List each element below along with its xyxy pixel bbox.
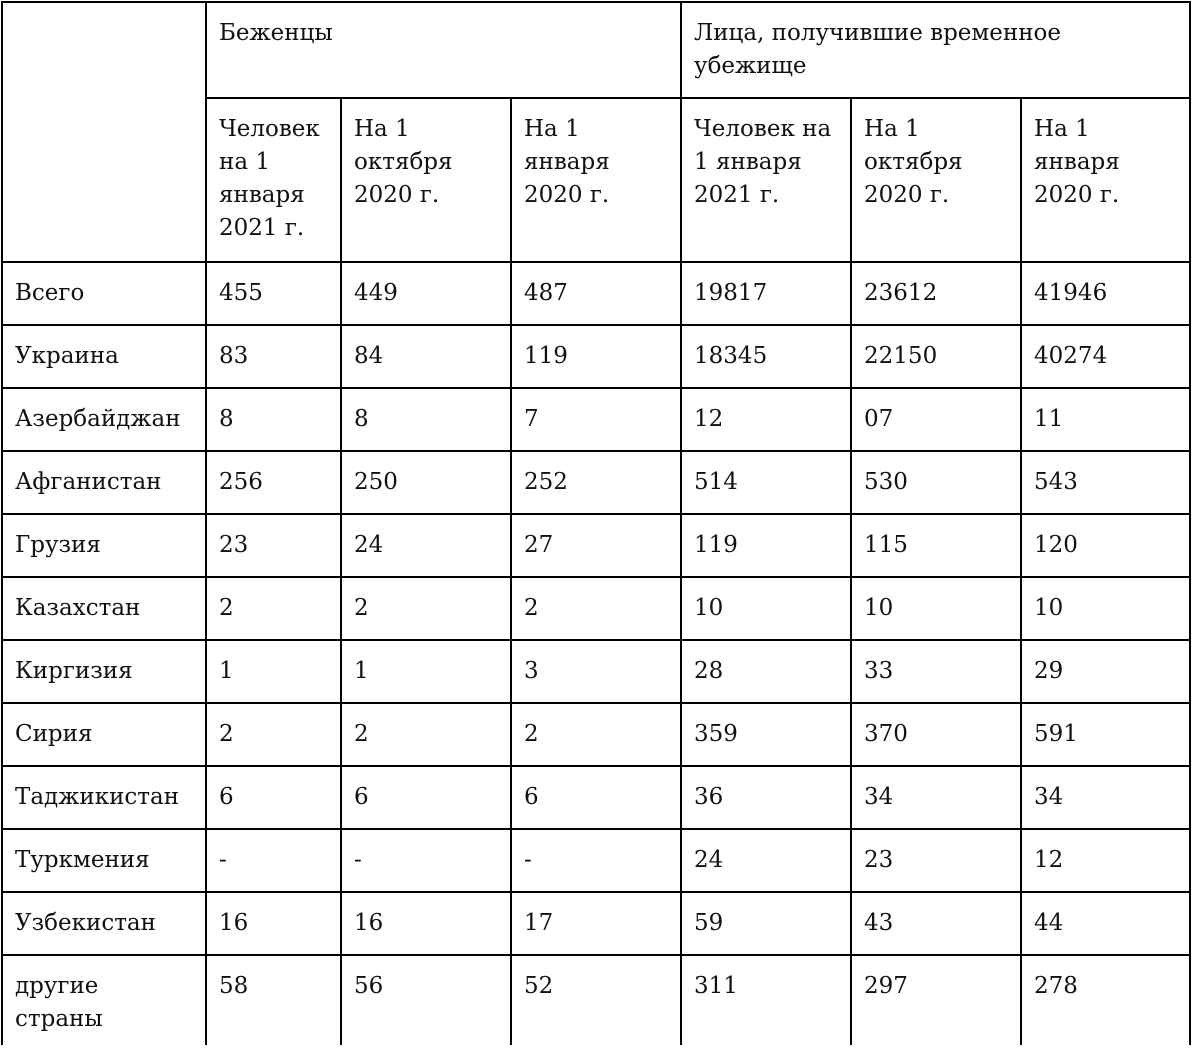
subheader-cell: На 1 октября 2020 г. [851, 98, 1021, 262]
table-cell: - [511, 829, 681, 892]
table-cell: 10 [681, 577, 851, 640]
table-cell: 8 [341, 388, 511, 451]
subheader-cell: На 1 января 2020 г. [1021, 98, 1190, 262]
table-cell: 487 [511, 262, 681, 325]
subheader-cell: Человек на 1 января 2021 г. [206, 98, 341, 262]
table-row [2, 829, 1190, 892]
table-cell: 44 [1021, 892, 1190, 955]
table-cell: 24 [341, 514, 511, 577]
table-cell: 59 [681, 892, 851, 955]
table-cell: 1 [341, 640, 511, 703]
table-row [2, 892, 1190, 955]
table-cell: 19817 [681, 262, 851, 325]
row-label: Узбекистан [2, 892, 206, 955]
table-cell: 23 [206, 514, 341, 577]
table-cell: 119 [681, 514, 851, 577]
table-cell: 29 [1021, 640, 1190, 703]
table-cell: 2 [206, 703, 341, 766]
table-cell: 33 [851, 640, 1021, 703]
table-cell: 12 [1021, 829, 1190, 892]
table-cell: 24 [681, 829, 851, 892]
table-cell: 256 [206, 451, 341, 514]
table-cell: 530 [851, 451, 1021, 514]
table-row [2, 766, 1190, 829]
table-cell: - [206, 829, 341, 892]
table-cell: 84 [341, 325, 511, 388]
table-cell: 278 [1021, 955, 1190, 1045]
refugee-data-table [1, 1, 1191, 1045]
table-cell: 10 [851, 577, 1021, 640]
table-cell: 250 [341, 451, 511, 514]
table-cell: 1 [206, 640, 341, 703]
table-cell: 2 [511, 577, 681, 640]
table-cell: 2 [341, 703, 511, 766]
table-cell: 16 [206, 892, 341, 955]
subheader-cell: Человек на 1 января 2021 г. [681, 98, 851, 262]
table-row [2, 451, 1190, 514]
table-cell: 311 [681, 955, 851, 1045]
table-cell: 36 [681, 766, 851, 829]
table-cell: 514 [681, 451, 851, 514]
row-label: Всего [2, 262, 206, 325]
table-cell: - [341, 829, 511, 892]
table-cell: 449 [341, 262, 511, 325]
group-header-temporary-asylum: Лица, получившие временное убежище [681, 2, 1190, 98]
table-cell: 2 [206, 577, 341, 640]
table-cell: 34 [851, 766, 1021, 829]
table-row [2, 325, 1190, 388]
row-label: Азербайджан [2, 388, 206, 451]
row-label: Таджикистан [2, 766, 206, 829]
table-cell: 6 [206, 766, 341, 829]
table-cell: 28 [681, 640, 851, 703]
table-cell: 119 [511, 325, 681, 388]
table-cell: 2 [341, 577, 511, 640]
group-header-refugees: Беженцы [206, 2, 681, 98]
row-label: Киргизия [2, 640, 206, 703]
row-label: Сирия [2, 703, 206, 766]
table-row [2, 955, 1190, 1045]
subheader-cell: На 1 января 2020 г. [511, 98, 681, 262]
table-cell: 8 [206, 388, 341, 451]
table-cell: 7 [511, 388, 681, 451]
table-cell: 40274 [1021, 325, 1190, 388]
table-cell: 18345 [681, 325, 851, 388]
table-row [2, 262, 1190, 325]
table-cell: 115 [851, 514, 1021, 577]
table-cell: 120 [1021, 514, 1190, 577]
row-label: Казахстан [2, 577, 206, 640]
table-cell: 455 [206, 262, 341, 325]
table-cell: 07 [851, 388, 1021, 451]
table-cell: 34 [1021, 766, 1190, 829]
table-cell: 52 [511, 955, 681, 1045]
subheader-cell: На 1 октября 2020 г. [341, 98, 511, 262]
table-cell: 591 [1021, 703, 1190, 766]
table-cell: 6 [511, 766, 681, 829]
table-cell: 56 [341, 955, 511, 1045]
group-header-row [2, 2, 1190, 98]
table-cell: 252 [511, 451, 681, 514]
table-row [2, 577, 1190, 640]
table-row [2, 514, 1190, 577]
table-cell: 83 [206, 325, 341, 388]
row-label: Туркмения [2, 829, 206, 892]
table-cell: 27 [511, 514, 681, 577]
table-cell: 359 [681, 703, 851, 766]
table-row [2, 703, 1190, 766]
table-cell: 543 [1021, 451, 1190, 514]
table-row [2, 388, 1190, 451]
table-cell: 11 [1021, 388, 1190, 451]
table-cell: 297 [851, 955, 1021, 1045]
table-cell: 58 [206, 955, 341, 1045]
table-cell: 3 [511, 640, 681, 703]
row-label: Грузия [2, 514, 206, 577]
table-cell: 370 [851, 703, 1021, 766]
table-cell: 16 [341, 892, 511, 955]
table-cell: 22150 [851, 325, 1021, 388]
table-cell: 17 [511, 892, 681, 955]
table-cell: 12 [681, 388, 851, 451]
table-row [2, 640, 1190, 703]
table-cell: 6 [341, 766, 511, 829]
corner-cell [2, 2, 206, 262]
table-cell: 41946 [1021, 262, 1190, 325]
row-label: Афганистан [2, 451, 206, 514]
table-cell: 10 [1021, 577, 1190, 640]
table-cell: 43 [851, 892, 1021, 955]
table-cell: 2 [511, 703, 681, 766]
row-label: другие страны [2, 955, 206, 1045]
table-cell: 23612 [851, 262, 1021, 325]
table-cell: 23 [851, 829, 1021, 892]
row-label: Украина [2, 325, 206, 388]
